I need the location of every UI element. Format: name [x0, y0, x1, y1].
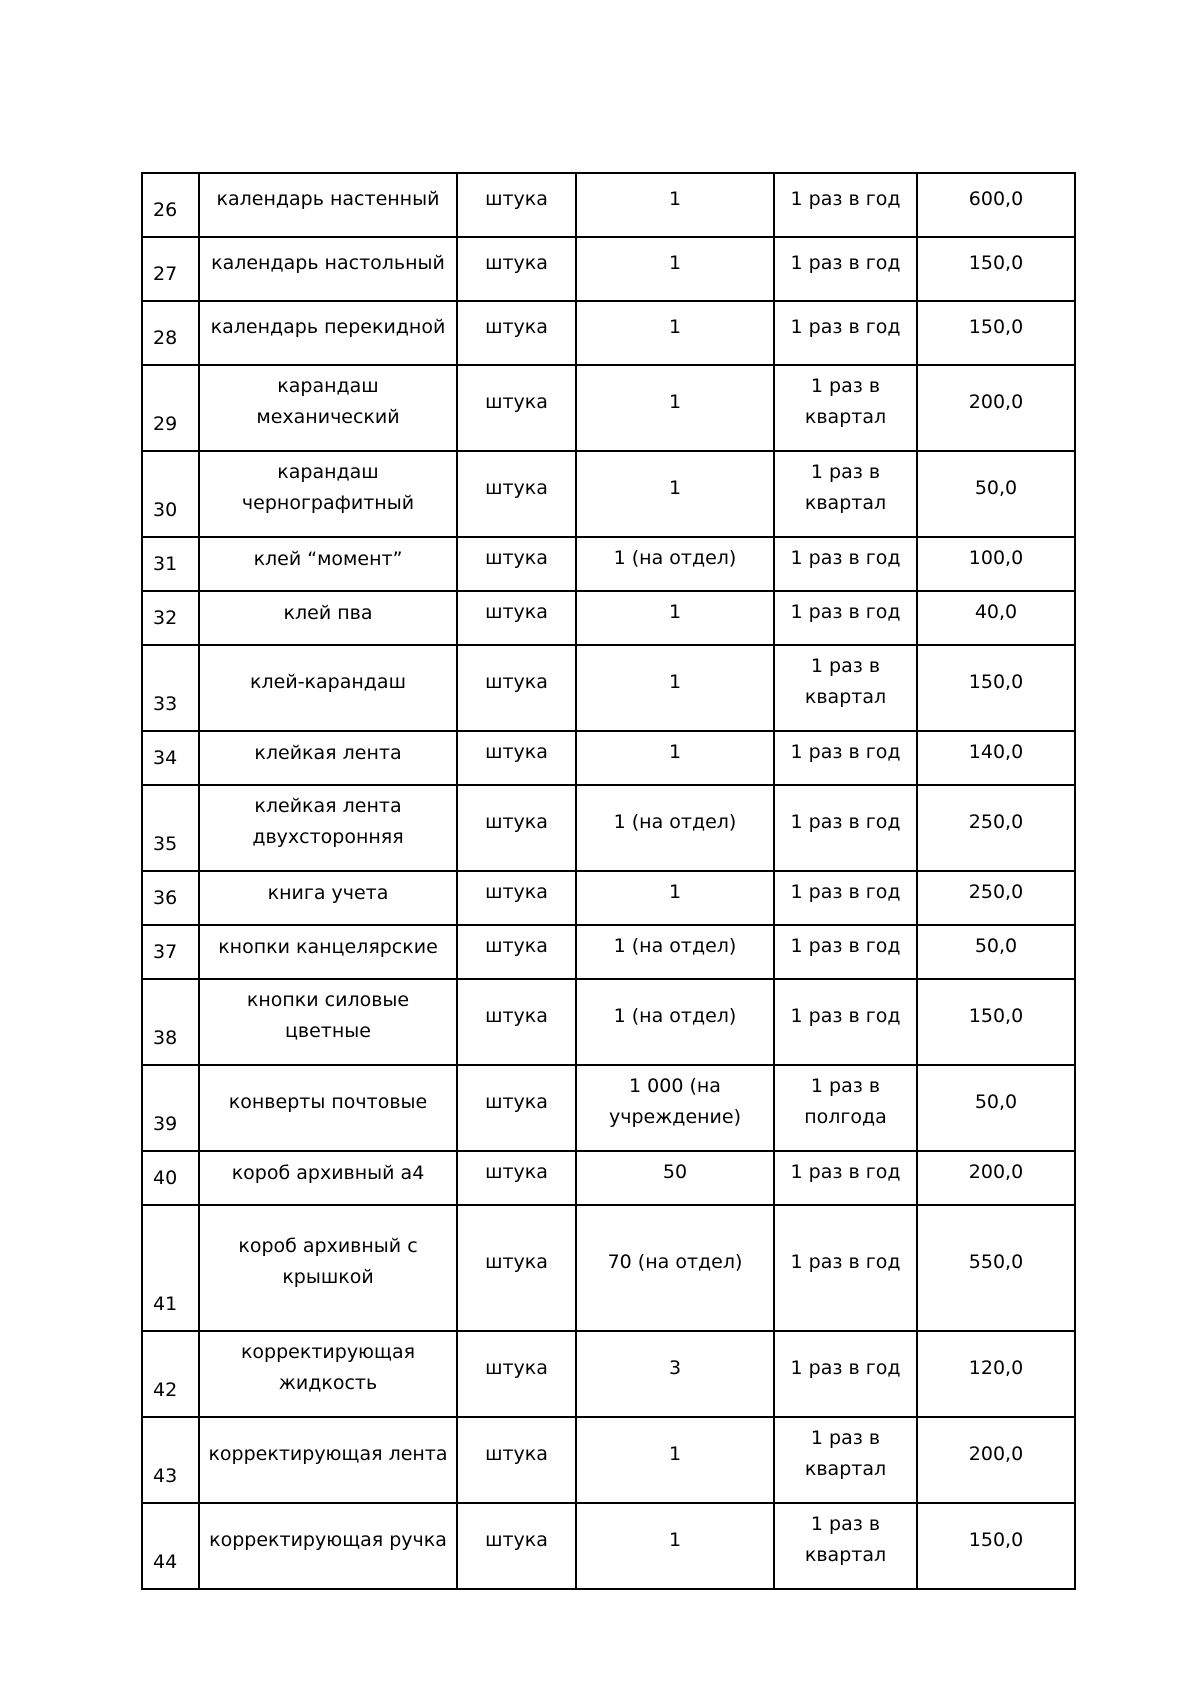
- unit-cell: штука: [457, 537, 576, 591]
- row-number-cell: 34: [142, 731, 199, 785]
- price-cell: 40,0: [917, 591, 1075, 645]
- frequency-cell: 1 раз в год: [774, 1205, 917, 1331]
- price-cell: 250,0: [917, 785, 1075, 871]
- row-number-cell: 39: [142, 1065, 199, 1151]
- price-cell: 600,0: [917, 173, 1075, 237]
- quantity-cell: 3: [576, 1331, 774, 1417]
- frequency-cell: 1 раз в квартал: [774, 451, 917, 537]
- unit-cell: штука: [457, 365, 576, 451]
- item-name-cell: карандаш механический: [199, 365, 457, 451]
- price-cell: 200,0: [917, 365, 1075, 451]
- price-cell: 200,0: [917, 1417, 1075, 1503]
- item-name-cell: календарь настольный: [199, 237, 457, 301]
- item-name-cell: клей пва: [199, 591, 457, 645]
- row-number-cell: 28: [142, 301, 199, 365]
- table-row: [142, 925, 1075, 979]
- item-name-cell: конверты почтовые: [199, 1065, 457, 1151]
- row-number-cell: 31: [142, 537, 199, 591]
- table-row: [142, 451, 1075, 537]
- table-row: [142, 537, 1075, 591]
- item-name-cell: короб архивный а4: [199, 1151, 457, 1205]
- unit-cell: штука: [457, 979, 576, 1065]
- frequency-cell: 1 раз в год: [774, 301, 917, 365]
- price-cell: 250,0: [917, 871, 1075, 925]
- frequency-cell: 1 раз в год: [774, 173, 917, 237]
- item-name-cell: клей “момент”: [199, 537, 457, 591]
- price-cell: 150,0: [917, 301, 1075, 365]
- quantity-cell: 70 (на отдел): [576, 1205, 774, 1331]
- frequency-cell: 1 раз в год: [774, 537, 917, 591]
- unit-cell: штука: [457, 591, 576, 645]
- price-cell: 150,0: [917, 979, 1075, 1065]
- frequency-cell: 1 раз в год: [774, 785, 917, 871]
- unit-cell: штука: [457, 645, 576, 731]
- table-row: [142, 237, 1075, 301]
- price-cell: 50,0: [917, 1065, 1075, 1151]
- row-number-cell: 26: [142, 173, 199, 237]
- item-name-cell: карандаш чернографитный: [199, 451, 457, 537]
- row-number-cell: 44: [142, 1503, 199, 1589]
- item-name-cell: корректирующая лента: [199, 1417, 457, 1503]
- unit-cell: штука: [457, 1205, 576, 1331]
- item-name-cell: клей-карандаш: [199, 645, 457, 731]
- frequency-cell: 1 раз в квартал: [774, 1417, 917, 1503]
- table-row: [142, 871, 1075, 925]
- quantity-cell: 1 (на отдел): [576, 785, 774, 871]
- table-row: [142, 591, 1075, 645]
- unit-cell: штука: [457, 301, 576, 365]
- frequency-cell: 1 раз в квартал: [774, 365, 917, 451]
- quantity-cell: 1 000 (на учреждение): [576, 1065, 774, 1151]
- table-row: [142, 173, 1075, 237]
- frequency-cell: 1 раз в год: [774, 591, 917, 645]
- quantity-cell: 1: [576, 591, 774, 645]
- unit-cell: штука: [457, 237, 576, 301]
- item-name-cell: календарь настенный: [199, 173, 457, 237]
- row-number-cell: 32: [142, 591, 199, 645]
- table-row: [142, 979, 1075, 1065]
- table-row: [142, 1065, 1075, 1151]
- row-number-cell: 43: [142, 1417, 199, 1503]
- table-row: [142, 1503, 1075, 1589]
- unit-cell: штука: [457, 731, 576, 785]
- row-number-cell: 42: [142, 1331, 199, 1417]
- frequency-cell: 1 раз в квартал: [774, 1503, 917, 1589]
- item-name-cell: клейкая лента двухсторонняя: [199, 785, 457, 871]
- price-cell: 140,0: [917, 731, 1075, 785]
- frequency-cell: 1 раз в год: [774, 1331, 917, 1417]
- quantity-cell: 50: [576, 1151, 774, 1205]
- frequency-cell: 1 раз в год: [774, 1151, 917, 1205]
- quantity-cell: 1: [576, 1417, 774, 1503]
- table-row: [142, 645, 1075, 731]
- table-row: [142, 1151, 1075, 1205]
- price-cell: 120,0: [917, 1331, 1075, 1417]
- quantity-cell: 1 (на отдел): [576, 537, 774, 591]
- row-number-cell: 41: [142, 1205, 199, 1331]
- table-row: [142, 785, 1075, 871]
- frequency-cell: 1 раз в полгода: [774, 1065, 917, 1151]
- price-cell: 100,0: [917, 537, 1075, 591]
- row-number-cell: 36: [142, 871, 199, 925]
- frequency-cell: 1 раз в квартал: [774, 645, 917, 731]
- unit-cell: штука: [457, 871, 576, 925]
- row-number-cell: 29: [142, 365, 199, 451]
- quantity-cell: 1: [576, 451, 774, 537]
- unit-cell: штука: [457, 1331, 576, 1417]
- price-cell: 50,0: [917, 925, 1075, 979]
- item-name-cell: кнопки канцелярские: [199, 925, 457, 979]
- quantity-cell: 1: [576, 871, 774, 925]
- quantity-cell: 1 (на отдел): [576, 925, 774, 979]
- row-number-cell: 37: [142, 925, 199, 979]
- unit-cell: штука: [457, 1503, 576, 1589]
- table-body: [142, 173, 1075, 1589]
- quantity-cell: 1: [576, 645, 774, 731]
- price-cell: 550,0: [917, 1205, 1075, 1331]
- table-row: [142, 365, 1075, 451]
- quantity-cell: 1: [576, 1503, 774, 1589]
- frequency-cell: 1 раз в год: [774, 237, 917, 301]
- frequency-cell: 1 раз в год: [774, 979, 917, 1065]
- item-name-cell: корректирующая ручка: [199, 1503, 457, 1589]
- row-number-cell: 38: [142, 979, 199, 1065]
- row-number-cell: 30: [142, 451, 199, 537]
- unit-cell: штука: [457, 785, 576, 871]
- price-cell: 150,0: [917, 1503, 1075, 1589]
- frequency-cell: 1 раз в год: [774, 871, 917, 925]
- price-cell: 50,0: [917, 451, 1075, 537]
- unit-cell: штука: [457, 925, 576, 979]
- unit-cell: штука: [457, 1417, 576, 1503]
- price-cell: 200,0: [917, 1151, 1075, 1205]
- item-name-cell: короб архивный с крышкой: [199, 1205, 457, 1331]
- row-number-cell: 40: [142, 1151, 199, 1205]
- table-row: [142, 731, 1075, 785]
- price-cell: 150,0: [917, 237, 1075, 301]
- quantity-cell: 1: [576, 301, 774, 365]
- quantity-cell: 1 (на отдел): [576, 979, 774, 1065]
- quantity-cell: 1: [576, 173, 774, 237]
- item-name-cell: календарь перекидной: [199, 301, 457, 365]
- quantity-cell: 1: [576, 731, 774, 785]
- item-name-cell: корректирующая жидкость: [199, 1331, 457, 1417]
- table-row: [142, 1205, 1075, 1331]
- row-number-cell: 35: [142, 785, 199, 871]
- item-name-cell: клейкая лента: [199, 731, 457, 785]
- unit-cell: штука: [457, 451, 576, 537]
- frequency-cell: 1 раз в год: [774, 925, 917, 979]
- item-name-cell: книга учета: [199, 871, 457, 925]
- supplies-table: [141, 172, 1076, 1590]
- unit-cell: штука: [457, 173, 576, 237]
- row-number-cell: 27: [142, 237, 199, 301]
- quantity-cell: 1: [576, 237, 774, 301]
- supplies-table-page: [141, 172, 1074, 1590]
- frequency-cell: 1 раз в год: [774, 731, 917, 785]
- table-row: [142, 1331, 1075, 1417]
- table-row: [142, 301, 1075, 365]
- price-cell: 150,0: [917, 645, 1075, 731]
- unit-cell: штука: [457, 1151, 576, 1205]
- item-name-cell: кнопки силовые цветные: [199, 979, 457, 1065]
- quantity-cell: 1: [576, 365, 774, 451]
- unit-cell: штука: [457, 1065, 576, 1151]
- table-row: [142, 1417, 1075, 1503]
- row-number-cell: 33: [142, 645, 199, 731]
